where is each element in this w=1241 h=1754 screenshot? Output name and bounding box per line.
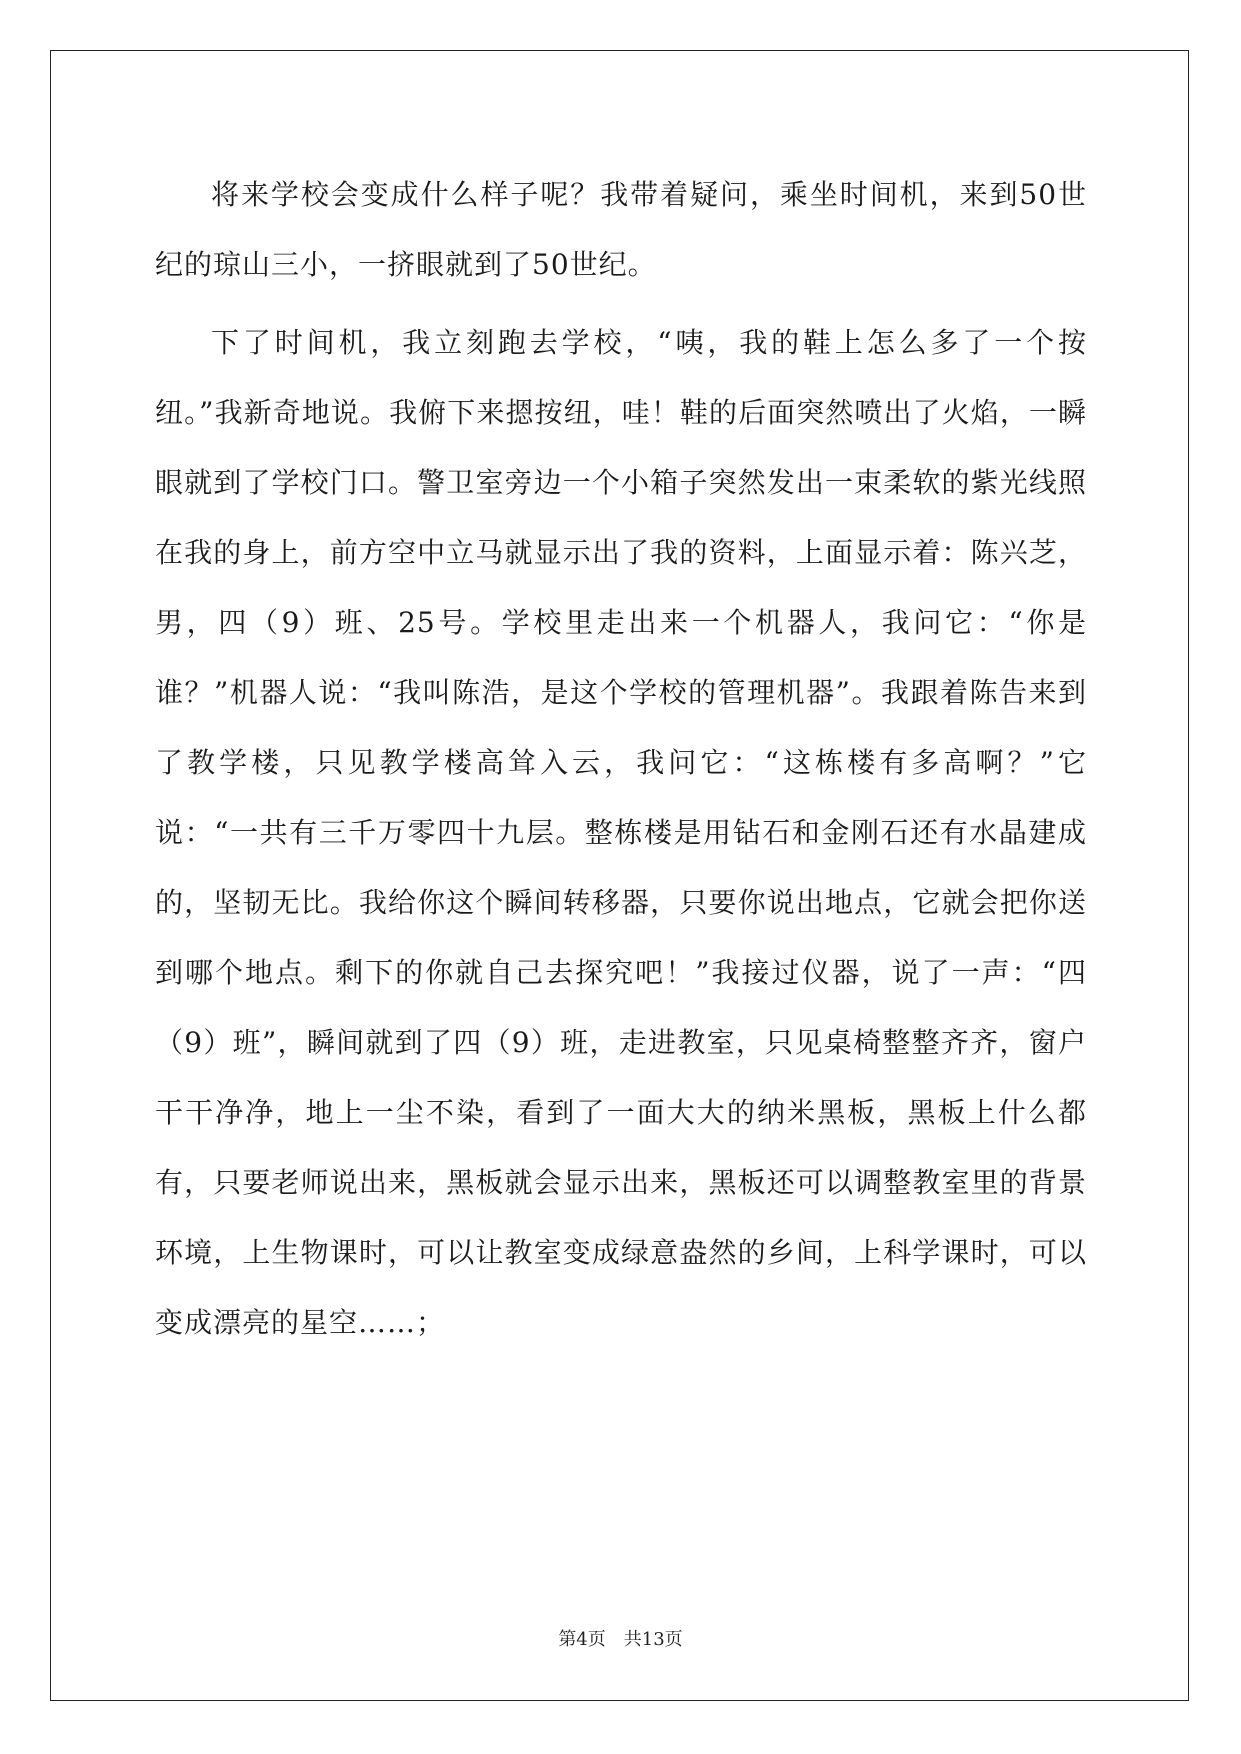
page-number-footer: 第4页 共13页 bbox=[558, 1629, 683, 1650]
paragraph-2: 下了时间机，我立刻跑去学校，“咦，我的鞋上怎么多了一个按纽。”我新奇地说。我俯下来摁按纽，哇！鞋的后面突然喷出了火焰，一瞬眼就到了学校门口。警卫室旁边一个小箱子突然发出一束柔软的紫光线照在我的身上，前方空中立马就显示出了我的资料，上面显示着：陈兴芝，男，四（9）班、25号。学校里走出来一个机器人，我问它：“你是谁？”机器人说：“我叫陈浩，是这个学校的管理机器”。我跟着陈告来到了教学楼，只见教学楼高耸入云，我问它：“这栋楼有多高啊？”它说：“一共有三千万零四十九层。整栋楼是用钻石和金刚石还有水晶建成的，坚韧无比。我给你这个瞬间转移器，只要你说出地点，它就会把你送到哪个地点。剩下的你就自己去探究吧！”我接过仪器，说了一声：“四（9）班”，瞬间就到了四（9）班，走进教室，只见桌椅整整齐齐，窗户干干净净，地上一尘不染，看到了一面大大的纳米黑板，黑板上什么都有，只要老师说出来，黑板就会显示出来，黑板还可以调整教室里的背景环境，上生物课时，可以让教室变成绿意盎然的乡间，上科学课时，可以变成漂亮的星空……； bbox=[155, 326, 1087, 1339]
document-body bbox=[155, 160, 1087, 1358]
paragraph-1: 将来学校会变成什么样子呢？我带着疑问，乘坐时间机，来到50世纪的琼山三小，一挤眼就到了50世纪。 bbox=[155, 178, 1087, 281]
